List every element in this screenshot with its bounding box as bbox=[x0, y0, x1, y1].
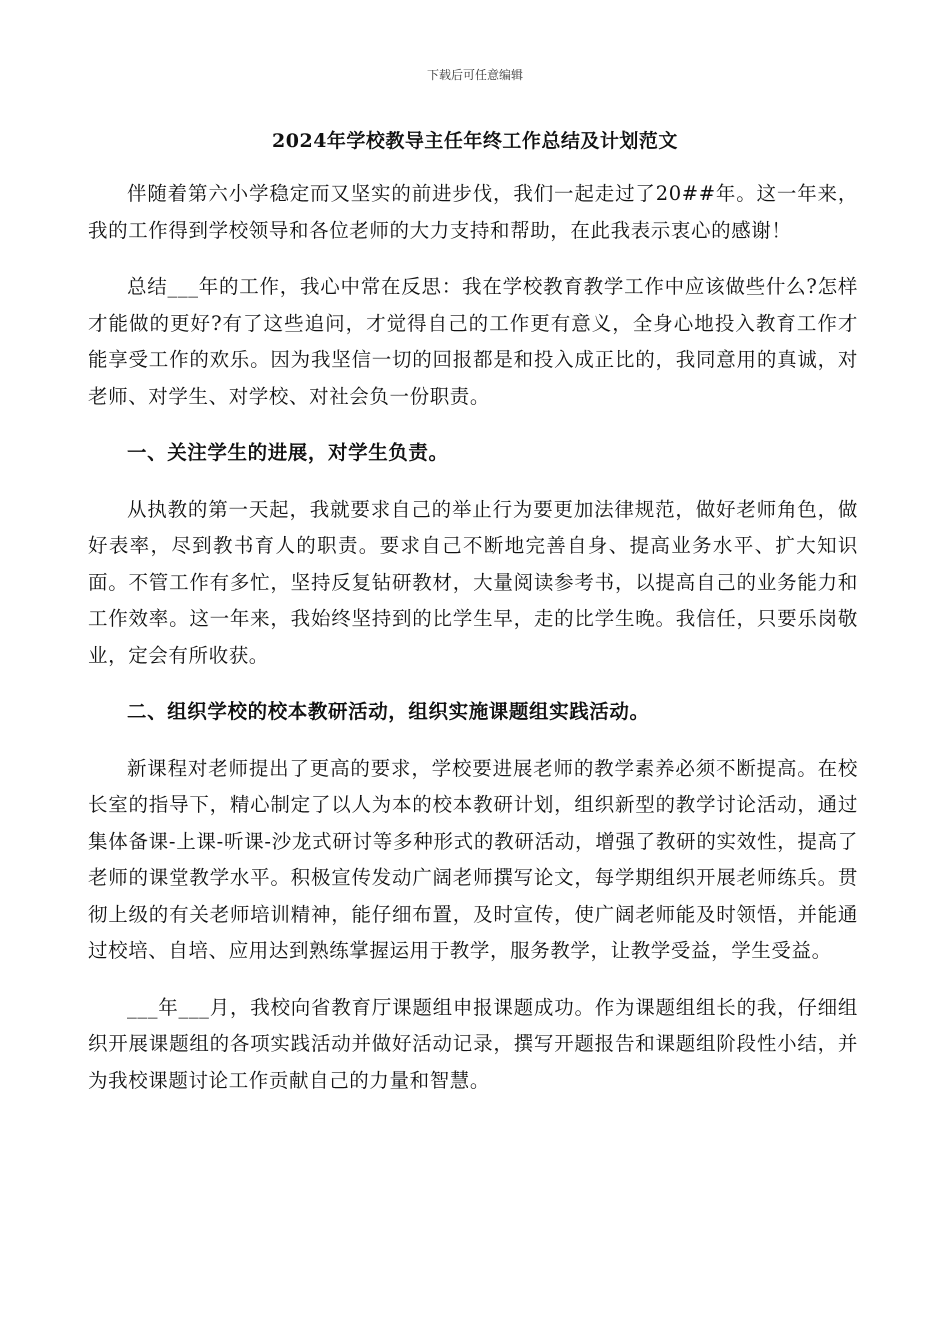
paragraph-intro: 伴随着第六小学稳定而又坚实的前进步伐，我们一起走过了20##年。这一年来，我的工作得到学校领导和各位老师的大力支持和帮助，在此我表示衷心的感谢！ bbox=[88, 182, 858, 242]
paragraph-project: ___年___月，我校向省教育厅课题组申报课题成功。作为课题组组长的我，仔细组织开展课题组的各项实践活动并做好活动记录，撰写开题报告和课题组阶段性小结，并为我校课题讨论工作贡献自己的力量和智慧。 bbox=[88, 995, 858, 1092]
document-title: 2024年学校教导主任年终工作总结及计划范文 bbox=[272, 130, 678, 152]
paragraph-section-2: 新课程对老师提出了更高的要求，学校要进展老师的教学素养必须不断提高。在校长室的指导下，精心制定了以人为本的校本教研计划，组织新型的教学讨论活动，通过集体备课-上课-听课-沙龙式研讨等多种形式的教研活动，增强了教研的实效性，提高了老师的课堂教学水平。积极宣传发动广阔老师撰写论文，每学期组织开展老师练兵。贯彻上级的有关老师培训精神，能仔细布置，及时宣传，使广阔老师能及时领悟，并能通过校培、自培、应用达到熟练掌握运用于教学，服务教学，让教学受益，学生受益。 bbox=[88, 756, 858, 962]
page-header-note: 下载后可任意编辑 bbox=[426, 68, 523, 82]
section-heading-1: 一、关注学生的进展，对学生负责。 bbox=[127, 441, 449, 464]
paragraph-reflection: 总结___年的工作，我心中常在反思：我在学校教育教学工作中应该做些什么?怎样才能做的更好?有了这些追问，才觉得自己的工作更有意义，全身心地投入教育工作才能享受工作的欢乐。因为我坚信一切的回报都是和投入成正比的，我同意用的真诚，对老师、对学生、对学校、对社会负一份职责。 bbox=[88, 275, 858, 408]
document-body bbox=[88, 176, 858, 1119]
section-heading-2: 二、组织学校的校本教研活动，组织实施课题组实践活动。 bbox=[127, 700, 650, 723]
paragraph-section-1: 从执教的第一天起，我就要求自己的举止行为要更加法律规范，做好老师角色，做好表率，尽到教书育人的职责。要求自己不断地完善自身、提高业务水平、扩大知识面。不管工作有多忙，坚持反复钻研教材，大量阅读参考书，以提高自己的业务能力和工作效率。这一年来，我始终坚持到的比学生早，走的比学生晚。我信任，只要乐岗敬业，定会有所收获。 bbox=[88, 497, 858, 667]
